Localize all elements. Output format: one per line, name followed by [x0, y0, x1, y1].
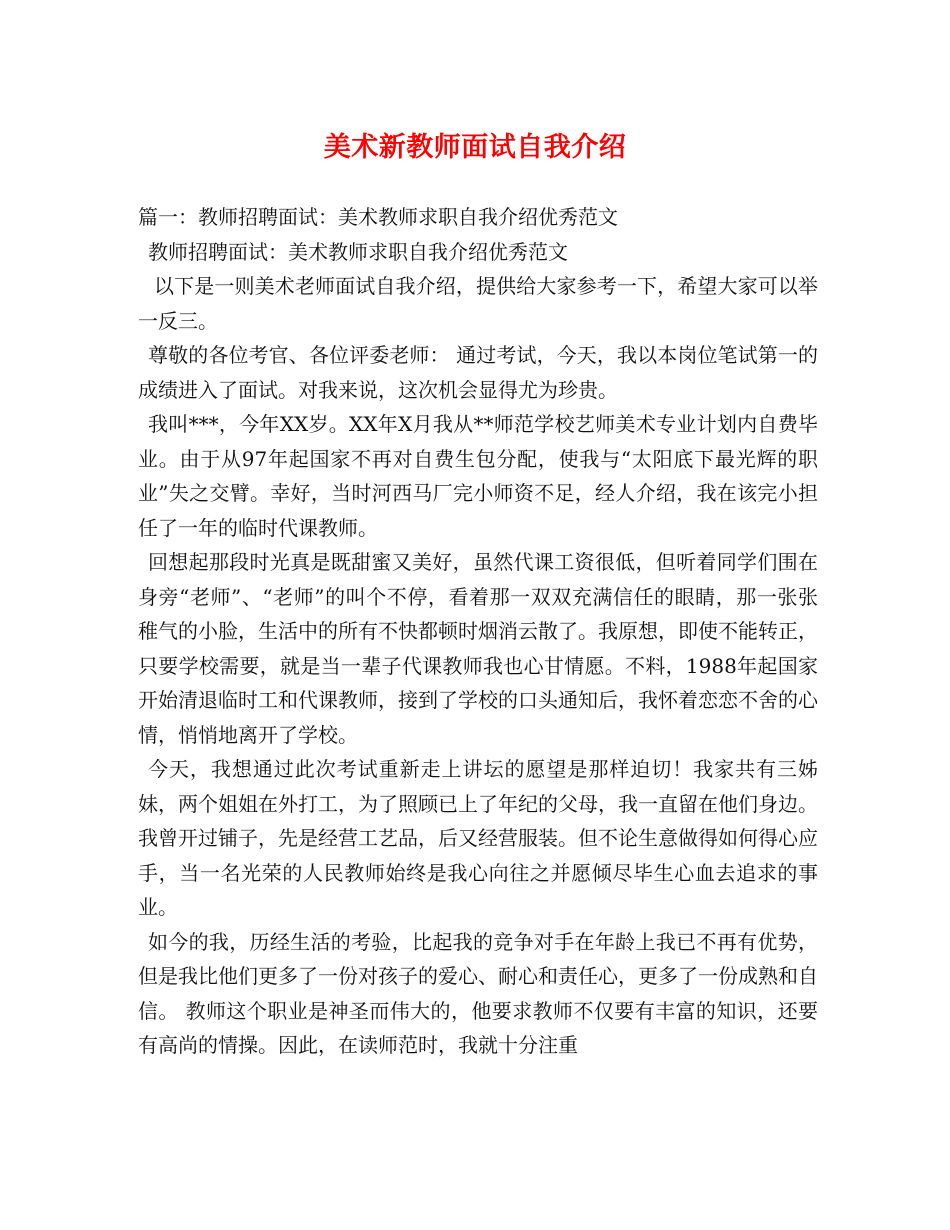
document-body: [138, 200, 818, 1063]
paragraph-memories: 回想起那段时光真是既甜蜜又美好，虽然代课工资很低，但听着同学们围在身旁“老师”、“老师”的叫个不停，看着那一双双充满信任的眼睛，那一张张稚气的小脸，生活中的所有不快都顿时烟消云散了。我原想，即使不能转正，只要学校需要，就是当一辈子代课教师我也心甘情愿。不料，1988年起国家开始清退临时工和代课教师，接到了学校的口头通知后，我怀着恋恋不舍的心情，悄悄地离开了学校。: [138, 550, 818, 747]
section-heading: 篇一：教师招聘面试：美术教师求职自我介绍优秀范文: [138, 205, 618, 229]
paragraph-greeting: 尊敬的各位考官、各位评委老师： 通过考试，今天，我以本岗位笔试第一的成绩进入了面试。对我来说，这次机会显得尤为珍贵。: [138, 343, 818, 402]
document-title: 美术新教师面试自我介绍: [323, 132, 627, 163]
sub-heading: 教师招聘面试：美术教师求职自我介绍优秀范文: [148, 239, 568, 264]
paragraph-aspiration: 今天，我想通过此次考试重新走上讲坛的愿望是那样迫切！我家共有三姊妹，两个姐姐在外打工，为了照顾已上了年纪的父母，我一直留在他们身边。我曾开过铺子，先是经营工艺品，后又经营服装。但不论生意做得如何得心应手，当一名光荣的人民教师始终是我心向往之并愿倾尽毕生心血去追求的事业。: [138, 757, 818, 919]
paragraph-strengths: 如今的我，历经生活的考验，比起我的竞争对手在年龄上我已不再有优势，但是我比他们更多了一份对孩子的爱心、耐心和责任心，更多了一份成熟和自信。 教师这个职业是神圣而伟大的，他要求教师不仅要有丰富的知识，还要有高尚的情操。因此，在读师范时，我就十分注重: [138, 929, 818, 1057]
paragraph-intro: 以下是一则美术老师面试自我介绍，提供给大家参考一下，希望大家可以举一反三。: [138, 274, 818, 333]
paragraph-background: 我叫***，今年XX岁。XX年X月我从**师范学校艺师美术专业计划内自费毕业。由于从97年起国家不再对自费生包分配，使我与“太阳底下最光辉的职业”失之交臂。幸好，当时河西马厂完小师资不足，经人介绍，我在该完小担任了一年的临时代课教师。: [138, 412, 818, 540]
